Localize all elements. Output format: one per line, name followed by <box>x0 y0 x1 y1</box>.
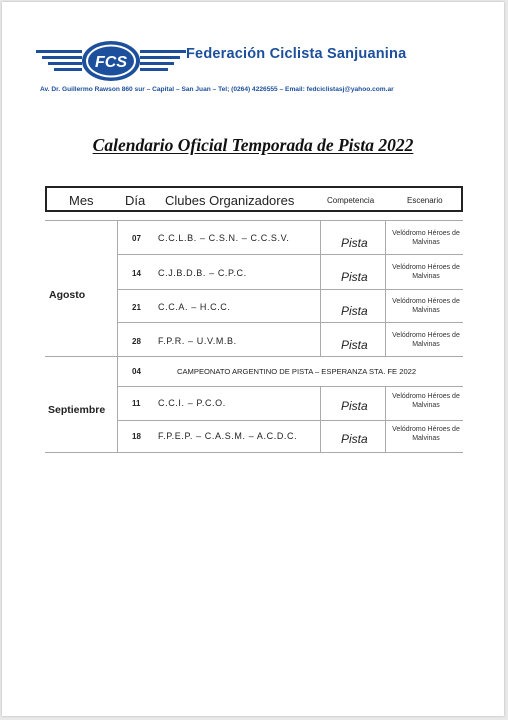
day-cell: 14 <box>132 269 141 278</box>
header-dia: Día <box>125 193 146 208</box>
escenario-cell: Velódromo Héroes de Malvinas <box>392 264 460 280</box>
competencia-cell: Pista <box>341 338 368 352</box>
month-label: Agosto <box>49 289 86 301</box>
row-divider <box>117 386 463 387</box>
day-cell: 28 <box>132 337 141 346</box>
escenario-cell: Velódromo Héroes de Malvinas <box>392 332 460 348</box>
escenario-cell: Velódromo Héroes de Malvinas <box>392 230 460 246</box>
competencia-cell: Pista <box>341 399 368 413</box>
row-divider <box>117 289 463 290</box>
competencia-cell: Pista <box>341 236 368 250</box>
row-divider <box>117 254 463 255</box>
day-cell: 04 <box>132 367 141 376</box>
clubs-cell: F.P.E.P. – C.A.S.M. – A.C.D.C. <box>158 431 298 441</box>
column-divider <box>320 220 321 356</box>
page-title: Calendario Oficial Temporada de Pista 2022 <box>92 135 414 155</box>
special-event-cell: CAMPEONATO ARGENTINO DE PISTA – ESPERANZA STA. FE 2022 <box>177 367 417 376</box>
competencia-cell: Pista <box>341 270 368 284</box>
clubs-cell: C.J.B.D.B. – C.P.C. <box>158 268 247 278</box>
header-clubes: Clubes Organizadores <box>165 193 295 208</box>
clubs-cell: C.C.I. – P.C.O. <box>158 398 226 408</box>
row-divider <box>45 356 463 357</box>
row-divider <box>45 220 463 221</box>
clubs-cell: F.P.R. – U.V.M.B. <box>158 336 237 346</box>
contact-address: Av. Dr. Guillermo Rawson 860 sur – Capital – San Juan – Tel; (0264) 4226555 – Email: fedciclistasj@yahoo.com.ar <box>40 86 394 93</box>
competencia-cell: Pista <box>341 304 368 318</box>
header-escenario: Escenario <box>407 196 443 205</box>
row-divider <box>45 452 463 453</box>
row-divider <box>117 420 463 421</box>
organization-name: Federación Ciclista Sanjuanina <box>186 46 407 62</box>
escenario-cell: Velódromo Héroes de Malvinas <box>392 393 460 409</box>
escenario-cell: Velódromo Héroes de Malvinas <box>392 298 460 314</box>
clubs-cell: C.C.A. – H.C.C. <box>158 302 231 312</box>
clubs-cell: C.C.L.B. – C.S.N. – C.C.S.V. <box>158 233 290 243</box>
day-cell: 11 <box>132 399 141 408</box>
column-divider <box>320 386 321 452</box>
competencia-cell: Pista <box>341 432 368 446</box>
day-cell: 18 <box>132 432 141 441</box>
day-cell: 21 <box>132 303 141 312</box>
fcs-logo-icon <box>36 40 186 82</box>
header-mes: Mes <box>69 193 94 208</box>
escenario-cell: Velódromo Héroes de Malvinas <box>392 426 460 442</box>
month-label: Septiembre <box>48 404 106 416</box>
row-divider <box>117 322 463 323</box>
day-cell: 07 <box>132 234 141 243</box>
header-competencia: Competencia <box>327 196 375 205</box>
document-page <box>2 2 504 716</box>
table-header <box>45 186 463 212</box>
logo-text: FCS <box>95 54 127 71</box>
